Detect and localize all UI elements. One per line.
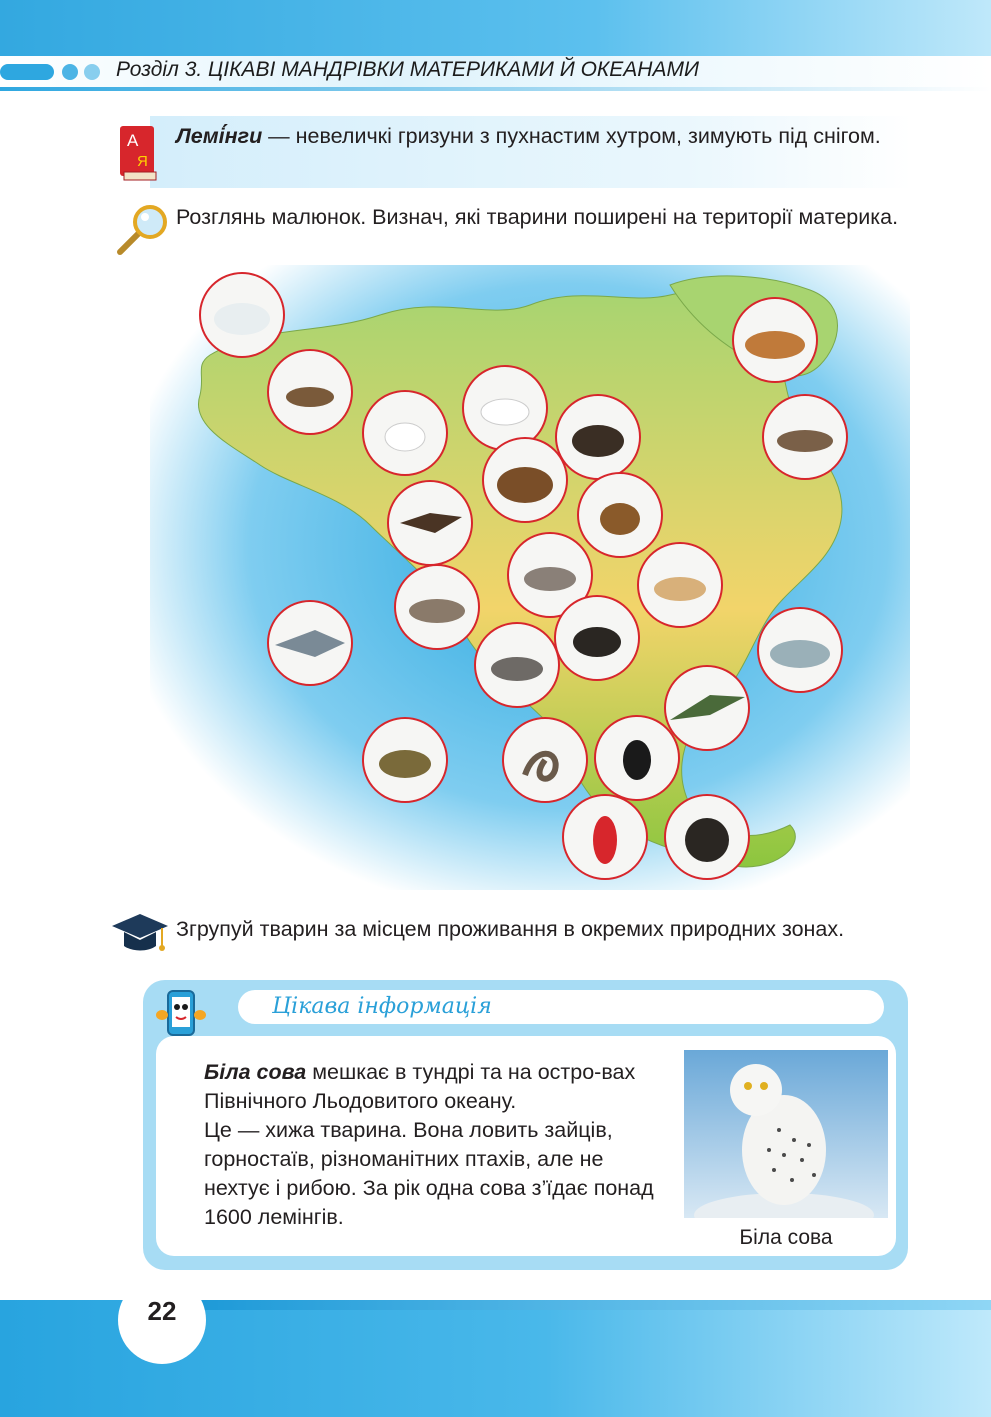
- toucan-icon: [623, 740, 651, 780]
- info-title: Цікава інформація: [272, 994, 492, 1019]
- north-america-animals-map: [150, 265, 910, 890]
- seal-icon: [777, 430, 833, 452]
- sea-turtle-icon: [379, 750, 431, 778]
- monkey-icon: [685, 818, 729, 862]
- donkey-icon: [491, 657, 543, 681]
- musk-ox-icon: [572, 425, 624, 457]
- definition-body: — невеличкі гризуни з пухнастим хутром, зимують під снігом.: [262, 124, 881, 148]
- lynx-icon: [654, 577, 706, 601]
- info-paragraph-1: [204, 1058, 664, 1116]
- beaver-icon: [600, 503, 640, 535]
- manatee-icon: [770, 640, 830, 668]
- info-paragraph-2: Це — хижа тварина. Вона ловить зайців, горностаїв, різноманітних птахів, але не нехтує і рибою. За рік одна сова з’їдає понад 1600 лемінгів.: [204, 1118, 654, 1229]
- section-title: Розділ 3. ЦІКАВІ МАНДРІВКИ МАТЕРИКАМИ Й ОКЕАНАМИ: [116, 58, 699, 81]
- polar-bear-icon: [214, 303, 270, 335]
- reindeer-icon: [286, 387, 334, 407]
- page-number: 22: [147, 1296, 177, 1326]
- arctic-hare-icon: [385, 423, 425, 451]
- snowy-owl-photo: [684, 1050, 888, 1218]
- top-color-band: [0, 0, 991, 56]
- task-group-animals: Згрупуй тварин за місцем проживання в окремих природних зонах.: [176, 917, 845, 941]
- owl-photo-caption: Біла сова: [739, 1226, 833, 1249]
- dictionary-letter-a: А: [127, 131, 139, 150]
- wolf-icon: [524, 567, 576, 591]
- porcupine-icon: [573, 627, 621, 657]
- macaw-icon: [593, 816, 617, 864]
- sea-lion-icon: [409, 599, 465, 623]
- definition-term: Лемі́нги: [176, 124, 263, 148]
- footer-stripe: [200, 1300, 991, 1310]
- definition-text: [176, 122, 911, 151]
- brown-bear-icon: [497, 467, 553, 503]
- definition-box: [150, 116, 912, 188]
- graduation-cap-icon: [110, 912, 170, 956]
- info-bold-lead: Біла сова: [204, 1060, 307, 1084]
- info-text: [204, 1058, 664, 1232]
- arctic-fox-icon: [481, 399, 529, 425]
- smartphone-mascot-icon: [152, 985, 210, 1043]
- magnifier-icon: [112, 202, 170, 260]
- task-examine-map: Розглянь малюнок. Визнач, які тварини поширені на території материка.: [176, 205, 899, 229]
- dictionary-icon: [118, 124, 160, 182]
- info-line1-rest: мешкає в тундрі та на остро-вах Північного Льодовитого океану.: [204, 1060, 636, 1113]
- dictionary-letter-ya: Я: [137, 153, 148, 170]
- header-underline: [0, 87, 991, 91]
- walrus-icon: [745, 331, 805, 359]
